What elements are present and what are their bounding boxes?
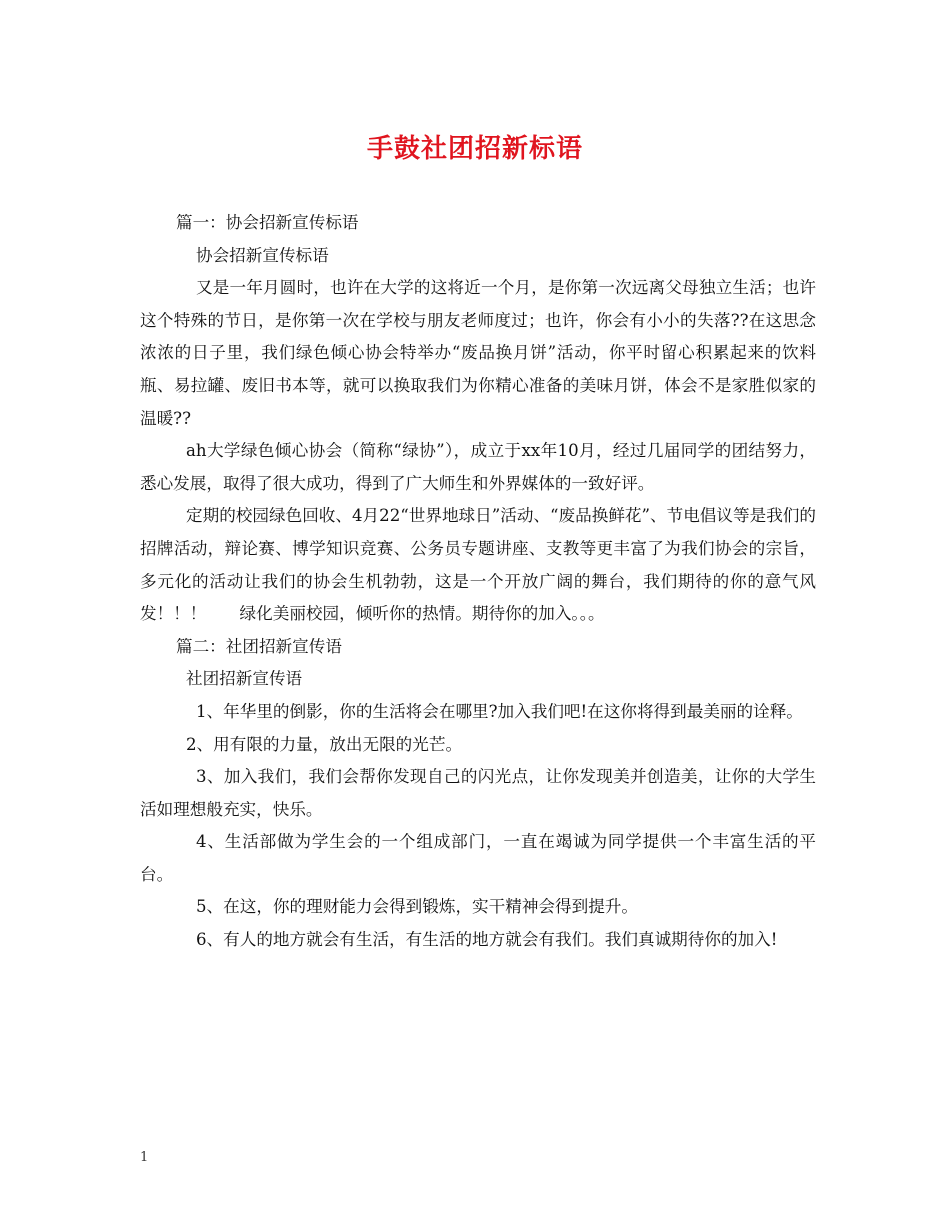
section-1-paragraph: 定期的校园绿色回收、4月22“世界地球日”活动、“废品换鲜花”、节电倡议等是我们的招牌活动，辩论赛、博学知识竞赛、公务员专题讲座、支教等更丰富了为我们协会的宗旨，多元化的活动让我们的协会生机勃勃，这是一个开放广阔的舞台，我们期待的你的意气风发！！！ 绿化美丽校园，倾听你的热情。期待你的加入。。。 [140,506,816,624]
section-2-item: 6、有人的地方就会有生活，有生活的地方就会有我们。我们真诚期待你的加入! [196,930,778,950]
section-2-item: 1、年华里的倒影，你的生活将会在哪里?加入我们吧!在这你将得到最美丽的诠释。 [196,701,803,721]
section-1-heading: 篇一：协会招新宣传标语 [176,213,359,232]
document-body [140,207,816,957]
section-1-paragraph: ah大学绿色倾心协会（简称“绿协”），成立于xx年10月，经过几届同学的团结努力，悉心发展，取得了很大成功，得到了广大师生和外界媒体的一致好评。 [140,441,816,493]
section-2-item: 3、加入我们，我们会帮你发现自己的闪光点，让你发现美并创造美，让你的大学生活如理想般充实，快乐。 [140,767,816,819]
section-2-heading: 篇二：社团招新宣传语 [176,636,342,656]
page-number: 1 [140,1150,149,1165]
section-1-paragraph: 又是一年月圆时，也许在大学的这将近一个月，是你第一次远离父母独立生活；也许这个特殊的节日，是你第一次在学校与朋友老师度过；也许，你会有小小的失落??在这思念浓浓的日子里，我们绿色倾心协会特举办“废品换月饼”活动，你平时留心积累起来的饮料瓶、易拉罐、废旧书本等，就可以换取我们为你精心准备的美味月饼，体会不是家胜似家的温暖?? [140,278,816,428]
section-1-subheading: 协会招新宣传标语 [196,245,329,265]
section-2-item: 4、生活部做为学生会的一个组成部门，一直在竭诚为同学提供一个丰富生活的平台。 [140,832,816,884]
section-2-subheading: 社团招新宣传语 [186,669,303,689]
document-title: 手鼓社团招新标语 [366,134,583,164]
section-2-item: 5、在这，你的理财能力会得到锻炼，实干精神会得到提升。 [196,897,638,917]
section-2-item: 2、用有限的力量，放出无限的光芒。 [186,734,463,754]
